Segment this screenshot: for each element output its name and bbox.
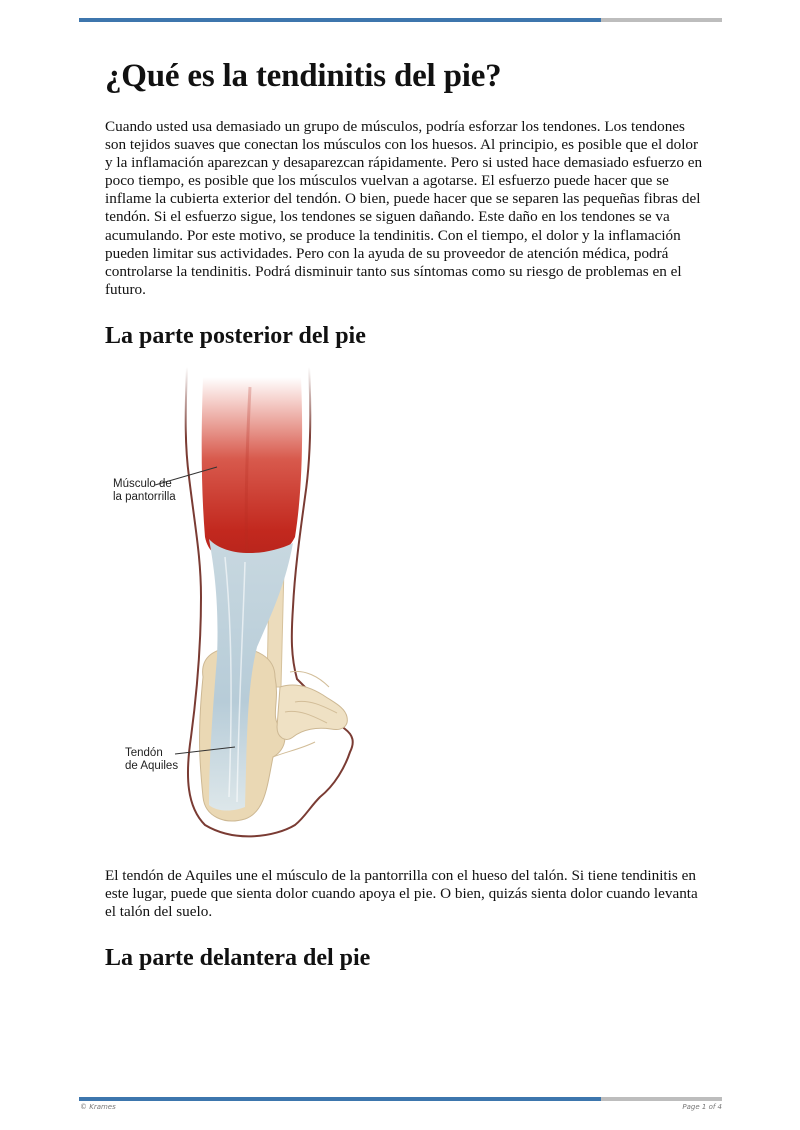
intro-paragraph: Cuando usted usa demasiado un grupo de músculos, podría esforzar los tendones. Los tendones son tejidos suaves que conectan los músculos con los huesos. Al principio, es posible que el dolor y la inflamación aparezcan y desaparezcan rápidamente. Pero si usted hace demasiado esfuerzo en poco tiempo, es posible que los músculos vuelvan a agotarse. El esfuerzo puede hacer que se inflame la cubierta exterior del tendón. O bien, puede hacer que se separen las pequeñas fibras del tendón. Si el esfuerzo sigue, los tendones se siguen dañando. Este daño en los tendones se va acumulando. Por este motivo, se produce la tendinitis. Con el tiempo, el dolor y la inflamación pueden limitar sus actividades. Pero con la ayuda de su proveedor de atención médica, podrá controlarse la tendinitis. Podrá disminuir tanto sus síntomas como su riesgo de problemas en el futuro. bbox=[105, 118, 703, 298]
achilles-paragraph: El tendón de Aquiles une el músculo de la pantorrilla con el hueso del talón. Si tiene tendinitis en este lugar, puede que sienta dolor cuando apoya el pie. O bien, quizás sienta dolor cuando levanta el talón del suelo. bbox=[105, 866, 698, 921]
callout-achilles-tendon: Tendón de Aquiles bbox=[125, 746, 179, 772]
footer-progress-bar bbox=[79, 1097, 722, 1101]
document-body bbox=[105, 54, 705, 973]
page-title: ¿Qué es la tendinitis del pie? bbox=[105, 58, 502, 94]
section-heading-posterior: La parte posterior del pie bbox=[105, 322, 366, 349]
callout-calf-muscle: Músculo de la pantorrilla bbox=[113, 477, 176, 503]
leg-foot-anatomy-image bbox=[105, 357, 365, 847]
footer-page-indicator: Page 1 of 4 bbox=[682, 1103, 722, 1111]
footer-progress-fill bbox=[79, 1097, 601, 1101]
footer-copyright: © Krames bbox=[80, 1103, 116, 1111]
section-heading-front: La parte delantera del pie bbox=[105, 945, 371, 972]
header-progress-bar bbox=[79, 18, 722, 22]
foot-illustration bbox=[105, 357, 365, 847]
header-progress-fill bbox=[79, 18, 601, 22]
